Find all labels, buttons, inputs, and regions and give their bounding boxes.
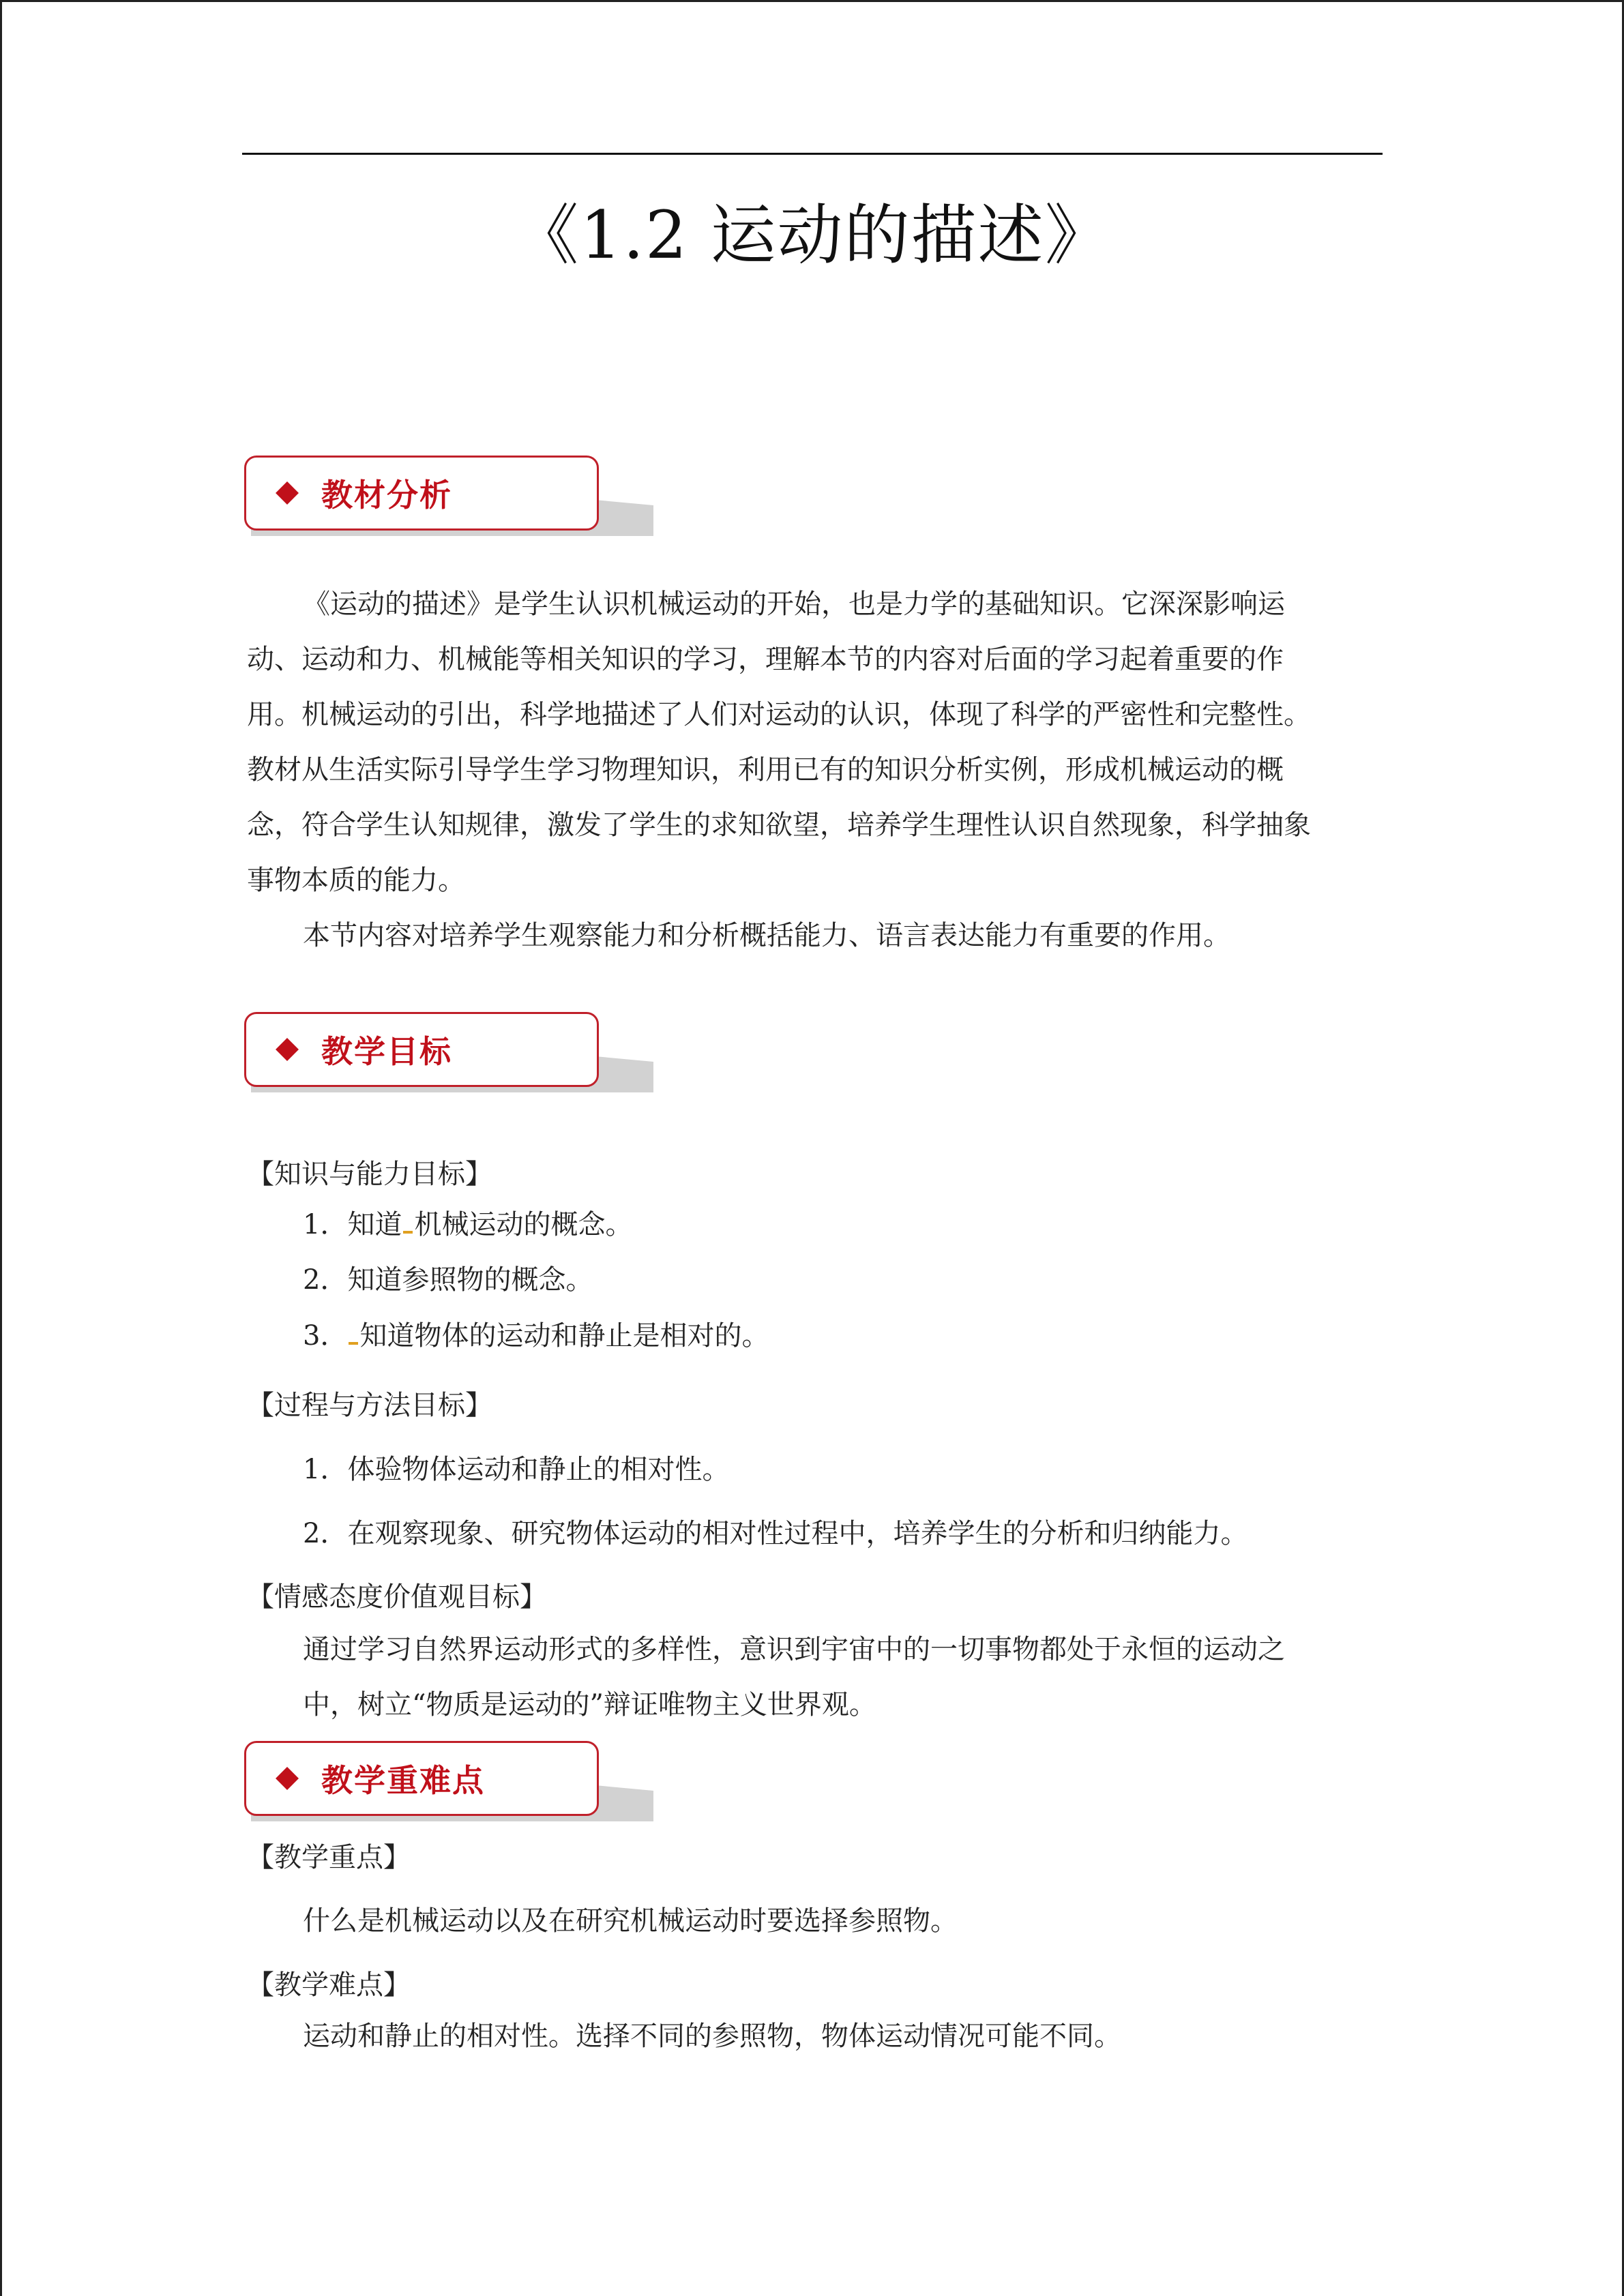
section-heading-analysis	[244, 456, 653, 544]
emotion-goal-label: 【情感态度价值观目标】	[247, 1581, 547, 1613]
knowledge-goal-1	[303, 1208, 632, 1241]
diamond-icon	[276, 1038, 299, 1061]
knowledge-goal-label: 【知识与能力目标】	[247, 1159, 492, 1190]
heading-box	[244, 1741, 599, 1816]
heading-label: 教材分析	[321, 477, 452, 513]
section-heading-key-points	[244, 1741, 653, 1830]
analysis-line-6: 事物本质的能力。	[247, 865, 465, 896]
knowledge-goal-1-prefix: 1．知道	[303, 1209, 402, 1240]
difficulty-label: 【教学难点】	[247, 1969, 411, 2001]
knowledge-goal-3-text: 知道物体的运动和静止是相对的。	[359, 1320, 769, 1352]
difficulty-text: 运动和静止的相对性。选择不同的参照物，物体运动情况可能不同。	[303, 2021, 1121, 2052]
diamond-icon	[276, 1767, 299, 1790]
emotion-goal-line-1: 通过学习自然界运动形式的多样性，意识到宇宙中的一切事物都处于永恒的运动之	[303, 1634, 1285, 1665]
header-rule	[242, 153, 1383, 155]
edit-marker	[403, 1227, 413, 1234]
emotion-goal-line-2: 中，树立“物质是运动的”辩证唯物主义世界观。	[303, 1689, 876, 1720]
analysis-line-4: 教材从生活实际引导学生学习物理知识，利用已有的知识分析实例，形成机械运动的概	[247, 754, 1284, 786]
edit-marker	[349, 1338, 358, 1345]
knowledge-goal-1-text: 机械运动的概念。	[414, 1209, 633, 1240]
knowledge-goal-3	[303, 1320, 769, 1352]
focus-text: 什么是机械运动以及在研究机械运动时要选择参照物。	[303, 1905, 958, 1937]
focus-label: 【教学重点】	[247, 1842, 411, 1873]
analysis-line-3: 用。机械运动的引出，科学地描述了人们对运动的认识，体现了科学的严密性和完整性。	[247, 699, 1311, 730]
document-title: 《1.2 运动的描述》	[513, 197, 1112, 273]
heading-label: 教学重难点	[321, 1762, 485, 1799]
section-heading-goals	[244, 1012, 653, 1101]
process-goal-1: 1．体验物体运动和静止的相对性。	[303, 1454, 730, 1485]
analysis-line-5: 念，符合学生认知规律，激发了学生的求知欲望，培养学生理性认识自然现象，科学抽象	[247, 809, 1311, 841]
analysis-line-1: 《运动的描述》是学生认识机械运动的开始，也是力学的基础知识。它深深影响运	[303, 588, 1285, 620]
process-goal-2: 2．在观察现象、研究物体运动的相对性过程中，培养学生的分析和归纳能力。	[303, 1518, 1248, 1549]
process-goal-label: 【过程与方法目标】	[247, 1390, 492, 1421]
heading-label: 教学目标	[321, 1033, 452, 1070]
heading-box	[244, 1012, 599, 1087]
knowledge-goal-3-prefix: 3．	[303, 1320, 348, 1352]
analysis-line-7: 本节内容对培养学生观察能力和分析概括能力、语言表达能力有重要的作用。	[303, 920, 1230, 951]
heading-box	[244, 456, 599, 531]
diamond-icon	[276, 481, 299, 505]
analysis-line-2: 动、运动和力、机械能等相关知识的学习，理解本节的内容对后面的学习起着重要的作	[247, 644, 1284, 675]
knowledge-goal-2: 2．知道参照物的概念。	[303, 1264, 593, 1296]
